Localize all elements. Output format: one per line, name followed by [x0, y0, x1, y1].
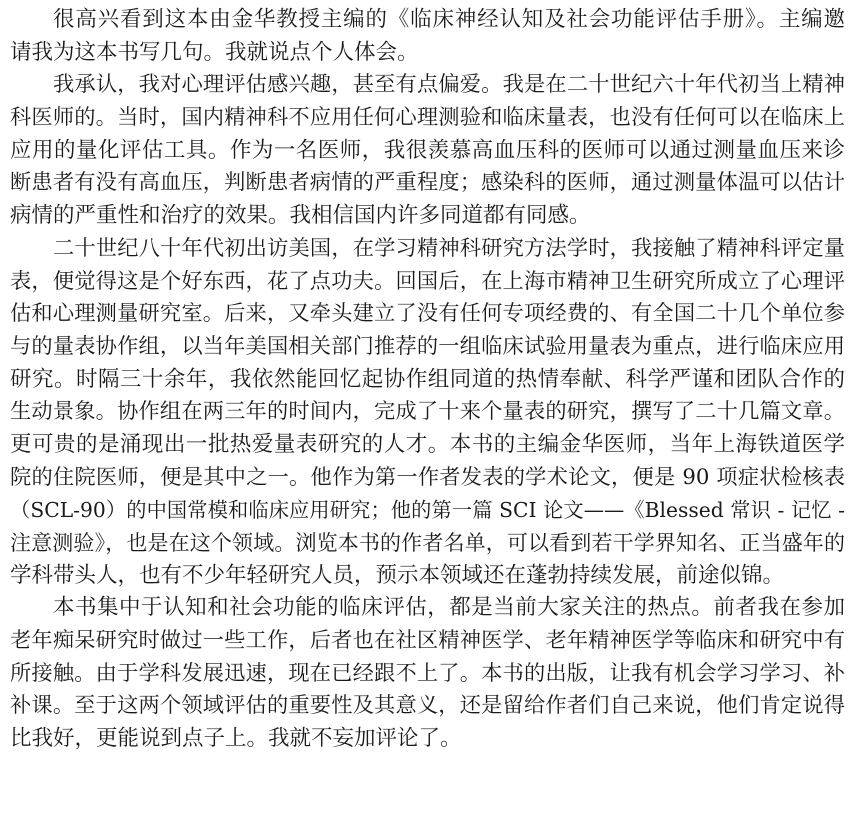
text-line: 比我好，更能说到点子上。我就不妄加评论了。: [10, 726, 462, 752]
text-line: 断患者有没有高血压，判断患者病情的严重程度；感染科的医师，通过测量体温可以估计: [10, 170, 845, 196]
text-line: 老年痴呆研究时做过一些工作，后者也在社区精神医学、老年精神医学等临床和研究中有: [10, 628, 845, 654]
text-line: 注意测验》，也是在这个领域。浏览本书的作者名单，可以看到若干学界知名、正当盛年的: [10, 531, 845, 555]
text-line: 院的住院医师，便是其中之一。他作为第一作者发表的学术论文，便是 90 项症状检核表: [10, 464, 845, 490]
text-line: 二十世纪八十年代初出访美国，在学习精神科研究方法学时，我接触了精神科评定量: [53, 235, 845, 261]
text-line: 与的量表协作组，以当年美国相关部门推荐的一组临床试验用量表为重点，进行临床应用: [10, 333, 845, 359]
text-line: 很高兴看到这本由金华教授主编的《临床神经认知及社会功能评估手册》。主编邀: [53, 7, 845, 32]
text-line: 我承认，我对心理评估感兴趣，甚至有点偏爱。我是在二十世纪六十年代初当上精神: [53, 72, 845, 98]
paragraph-2: [10, 69, 845, 232]
text-line: 所接触。由于学科发展迅速，现在已经跟不上了。本书的出版，让我有机会学习学习、补: [10, 660, 845, 686]
text-line: 更可贵的是涌现出一批热爱量表研究的人才。本书的主编金华医师，当年上海铁道医学: [10, 431, 845, 457]
text-line: 补课。至于这两个领域评估的重要性及其意义，还是留给作者们自己来说，他们肯定说得: [10, 693, 845, 719]
text-line: 本书集中于认知和社会功能的临床评估，都是当前大家关注的热点。前者我在参加: [53, 595, 845, 621]
text-line: 应用的量化评估工具。作为一名医师，我很羡慕高血压科的医师可以通过测量血压来诊: [10, 137, 845, 163]
text-line: 病情的严重性和治疗的效果。我相信国内许多同道都有同感。: [10, 203, 591, 229]
text-line: 生动景象。协作组在两三年的时间内，完成了十来个量表的研究，撰写了二十几篇文章。: [10, 399, 845, 425]
paragraph-1: [10, 4, 845, 69]
text-line: 学科带头人，也有不少年轻研究人员，预示本领域还在蓬勃持续发展，前途似锦。: [10, 562, 785, 588]
text-line: （SCL-90）的中国常模和临床应用研究；他的第一篇 SCI 论文——《Blessed 常识 - 记忆 -: [10, 498, 845, 523]
text-line: 请我为这本书写几句。我就说点个人体会。: [10, 39, 419, 65]
text-line: 研究。时隔三十余年，我依然能回忆起协作组同道的热情奉献、科学严谨和团队合作的: [10, 366, 845, 392]
text-line: 估和心理测量研究室。后来，又牵头建立了没有任何专项经费的、有全国二十几个单位参: [10, 301, 845, 327]
paragraph-3: [10, 233, 845, 593]
paragraph-4: [10, 592, 845, 755]
text-line: 科医师的。当时，国内精神科不应用任何心理测验和临床量表，也没有任何可以在临床上: [10, 105, 845, 131]
text-line: 表，便觉得这是个好东西，花了点功夫。回国后，在上海市精神卫生研究所成立了心理评: [10, 268, 845, 294]
